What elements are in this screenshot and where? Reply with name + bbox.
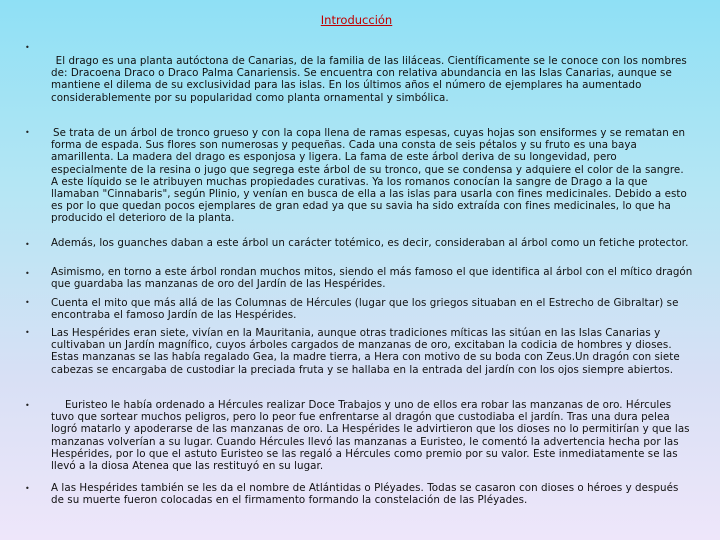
bullet-icon: • [25,484,30,493]
paragraph-text: A las Hespérides también se les da el nombre de Atlántidas o Pléyades. Todas se casaron con dioses o héroes y después de su muerte fueron colocadas en el firmamento formando la constelación de las Pléyades. [51,482,679,507]
paragraph-text: Las Hespérides eran siete, vivían en la Mauritania, aunque otras tradiciones míticas las sitúan en las Islas Canarias y cultivaban un Jardín magnífico, cuyos árboles cargados de manzanas de oro, excitaban la codicia de hombres y dioses. Estas manzanas se las había regalado Gea, la madre tierra, a Hera con motivo de su boda con Zeus.Un dragón con siete cabezas se encargaba de custodiar la preciada fruta y se hallaba en la entrada del jardín con los ojos siempre abiertos. [51,327,680,376]
paragraph-text: El drago es una planta autóctona de Canarias, de la familia de las liláceas. Científicamente se le conoce con los nombres de: Dracoena Draco o Draco Palma Canariensis. Se encuentra con relativa abundancia en las Islas Canarias, aunque se mantiene el dilema de su exclusividad para las islas. En los últimos años el número de ejemplares ha aumentado considerablemente por su popularidad como planta ornamental y simbólica. [49,55,691,104]
bullet-icon: • [25,43,30,52]
paragraph-text: Además, los guanches daban a este árbol un carácter totémico, es decir, consideraban al árbol como un fetiche protector. [51,237,689,249]
paragraph-text: Se trata de un árbol de tronco grueso y con la copa llena de ramas espesas, cuyas hojas son ensiformes y se rematan en forma de espada. Sus flores son numerosas y pequeñas. Cada una consta de seis pétalos y su fruto es una baya amarillenta. La madera del drago es esponjosa y ligera. La fama de este árbol deriva de su longevidad, pero especialmente de la resina o jugo que segrega este árbol de su tronco, que se condensa y adquiere el color de la sangre. A este líquido se le atribuyen muchas propiedades curativas. Ya los romanos conocían la sangre de Drago a la que llamaban "Cinnabaris", según Plinio, y venían en busca de ella a las islas para usarla con fines medicinales. Debido a esto es por lo que quedan pocos ejemplares de gran edad ya que su savia ha sido extraída con fines medicinales, lo que ha producido el deterioro de la planta. [51,127,687,225]
paragraph-text: Asimismo, en torno a este árbol rondan muchos mitos, siendo el más famoso el que identifica al árbol con el mítico dragón que guardaba las manzanas de oro del Jardín de las Hespérides. [51,266,693,291]
bullet-icon: • [25,328,30,337]
paragraph-text: Euristeo le había ordenado a Hércules realizar Doce Trabajos y uno de ellos era robar las manzanas de oro. Hércules tuvo que sortear muchos peligros, pero lo peor fue enfrentarse al dragón que custodiaba el jardín. Tras una dura pelea logró matarlo y apoderarse de las manzanas de oro. La Hespérides le advirtieron que los dioses no lo permitirían y que las manzanas volverían a su lugar. Cuando Hércules llevó las manzanas a Euristeo, le comentó la advertencia hecha por las Hespérides, por lo que el astuto Euristeo se las regaló a Hércules como premio por su valor. Este inmediatamente se las llevó a la diosa Atenea que las restituyó en su lugar. [51,399,690,473]
bullet-icon: • [25,128,30,137]
bullet-icon: • [25,401,30,410]
bullet-icon: • [25,269,30,278]
slide-title: Introducción [320,13,393,27]
bullet-icon: • [25,298,30,307]
paragraph-text: Cuenta el mito que más allá de las Columnas de Hércules (lugar que los griegos situaban en el Estrecho de Gibraltar) se encontraba el famoso Jardín de las Hespérides. [51,297,679,322]
bullet-icon: • [25,240,30,249]
